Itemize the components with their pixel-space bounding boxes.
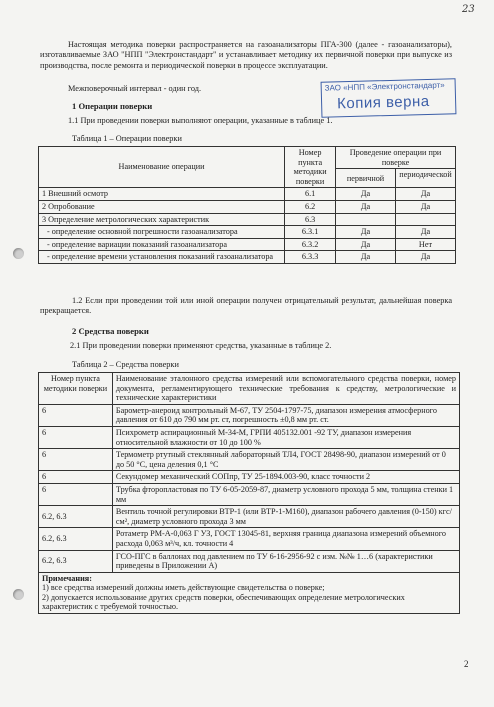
t1-op-primary: Да (336, 226, 396, 239)
binder-hole (13, 589, 24, 600)
t2-point: 6 (39, 426, 113, 448)
t1-op-periodic: Да (395, 200, 455, 213)
t2-header-point: Номер пункта методики поверки (39, 373, 113, 405)
t1-op-name: - определение вариации показаний газоанализатора (39, 238, 285, 251)
intro-paragraph: Настоящая методика поверки распространяется на газоанализаторы ПГА-300 (далее - газоанализаторы), изготавливаемые ЗАО "НПП "Электронстандарт" и устанавливает методику их первичной поверки при выпуске из производства, после ремонта и периодической поверки в процессе эксплуатации. (40, 40, 452, 70)
table-row (39, 528, 460, 550)
t1-op-point: 6.2 (285, 200, 336, 213)
binder-hole (13, 248, 24, 259)
t2-point: 6.2, 6.3 (39, 528, 113, 550)
certification-stamp (321, 78, 457, 118)
page-number: 2 (464, 659, 469, 669)
t1-op-point: 6.1 (285, 188, 336, 201)
t1-header-primary: первичной (336, 169, 396, 188)
section1-heading: 1 Операции поверки (72, 101, 153, 111)
table-row (39, 426, 460, 448)
t1-op-name: - определение основной погрешности газоанализатора (39, 226, 285, 239)
t2-item: Психрометр аспирационный М-34-М, ГРПИ 405132.001 -92 ТУ, диапазон измерения относительной влажности от 10 до 100 % (112, 426, 459, 448)
t2-point: 6.2, 6.3 (39, 550, 113, 572)
table-row (39, 213, 456, 226)
stamp-org: ЗАО «НПП «Электронстандарт» (324, 80, 445, 93)
table1-caption: Таблица 1 – Операции поверки (72, 134, 182, 143)
t1-op-point: 6.3.2 (285, 238, 336, 251)
t1-header-point: Номер пункта методики поверки (285, 147, 336, 188)
table-row (39, 449, 460, 471)
section2-heading: 2 Средства поверки (72, 326, 149, 336)
t2-point: 6 (39, 449, 113, 471)
t1-op-point: 6.3.3 (285, 251, 336, 264)
table-row (39, 550, 460, 572)
t1-op-name: 2 Опробование (39, 200, 285, 213)
table-row (39, 188, 456, 201)
t1-op-periodic: Да (395, 188, 455, 201)
t1-op-periodic: Да (395, 226, 455, 239)
table-row (39, 251, 456, 264)
table-row (39, 226, 456, 239)
t2-item: Термометр ртутный стеклянный лабораторный ТЛ4, ГОСТ 28498-90, диапазон измерений от 0 до 50 °С, цена деления 0,1 °С (112, 449, 459, 471)
t1-header-name: Наименование операции (39, 147, 285, 188)
interval-paragraph: Межповерочный интервал - один год. (68, 84, 202, 93)
table-row (39, 471, 460, 484)
t1-op-name: - определение времени установления показаний газоанализатора (39, 251, 285, 264)
t2-item: Ротаметр РМ-А-0,063 Г УЗ, ГОСТ 13045-81, верхняя граница диапазона измерений объемного расхода 0,063 м³/ч, кл. точности 4 (112, 528, 459, 550)
table-row (39, 238, 456, 251)
table-row (39, 572, 460, 613)
t1-op-periodic: Да (395, 251, 455, 264)
t2-item: Вентиль точной регулировки ВТР-1 (или ВТР-1-М160), диапазон рабочего давления (0-150) кгс/см², диаметр условного прохода 3 мм (112, 506, 459, 528)
t1-op-primary (336, 213, 396, 226)
operations-table (38, 146, 456, 264)
t1-header-conduct: Проведение операции при поверке (336, 147, 456, 169)
t1-op-point: 6.3.1 (285, 226, 336, 239)
t1-op-name: 1 Внешний осмотр (39, 188, 285, 201)
t2-point: 6.2, 6.3 (39, 506, 113, 528)
table-row (39, 483, 460, 505)
t1-op-primary: Да (336, 238, 396, 251)
t2-item: Секундомер механический СОПпр, ТУ 25-1894.003-90, класс точности 2 (112, 471, 459, 484)
stamp-label: Копия верна (336, 92, 430, 113)
t2-notes-title: Примечания: (42, 573, 92, 583)
table-row (39, 200, 456, 213)
t2-item: ГСО-ПГС в баллонах под давлением по ТУ 6-16-2956-92 с изм. №№ 1…6 (характеристики приведены в Приложении А) (112, 550, 459, 572)
t1-op-point: 6.3 (285, 213, 336, 226)
section2-text: 2.1 При проведении поверки применяют средства, указанные в таблице 2. (70, 341, 332, 350)
t1-op-primary: Да (336, 251, 396, 264)
t2-notes-cell (39, 572, 460, 613)
t2-item: Барометр-анероид контрольный М-67, ТУ 2504-1797-75, диапазон измерения атмосферного давления от 610 до 790 мм рт. ст, погрешность ±0,8 мм рт. ст. (112, 404, 459, 426)
t1-op-periodic (395, 213, 455, 226)
table2-caption: Таблица 2 – Средства поверки (72, 360, 179, 369)
t1-op-primary: Да (336, 188, 396, 201)
corner-handwritten-number: 23 (462, 4, 475, 15)
t1-op-periodic: Нет (395, 238, 455, 251)
table-row (39, 506, 460, 528)
t2-point: 6 (39, 404, 113, 426)
t2-note-item: 1) все средства измерений должны иметь действующие свидетельства о поверке; (42, 583, 325, 593)
t1-op-primary: Да (336, 200, 396, 213)
equipment-table (38, 372, 460, 614)
t2-point: 6 (39, 483, 113, 505)
t2-header-name: Наименование эталонного средства измерений или вспомогательного средства поверки, номер документа, регламентирующего технические требования к средству, метрологические и технические характеристики (112, 373, 459, 405)
t2-point: 6 (39, 471, 113, 484)
t1-op-name: 3 Определение метрологических характеристик (39, 213, 285, 226)
t2-note-item: 2) допускается использование других средств поверки, обеспечивающих определение метрологических характеристик с требуемой точностью. (42, 592, 405, 612)
section1-note: 1.2 Если при проведении той или иной операции получен отрицательный результат, дальнейшая поверка прекращается. (40, 296, 452, 316)
t2-item: Трубка фторопластовая по ТУ 6-05-2059-87, диаметр условного прохода 5 мм, толщина стенки 1 мм (112, 483, 459, 505)
section1-text: 1.1 При проведении поверки выполняют операции, указанные в таблице 1. (68, 116, 333, 125)
t1-header-periodic: периодической (395, 169, 455, 188)
table-row (39, 404, 460, 426)
